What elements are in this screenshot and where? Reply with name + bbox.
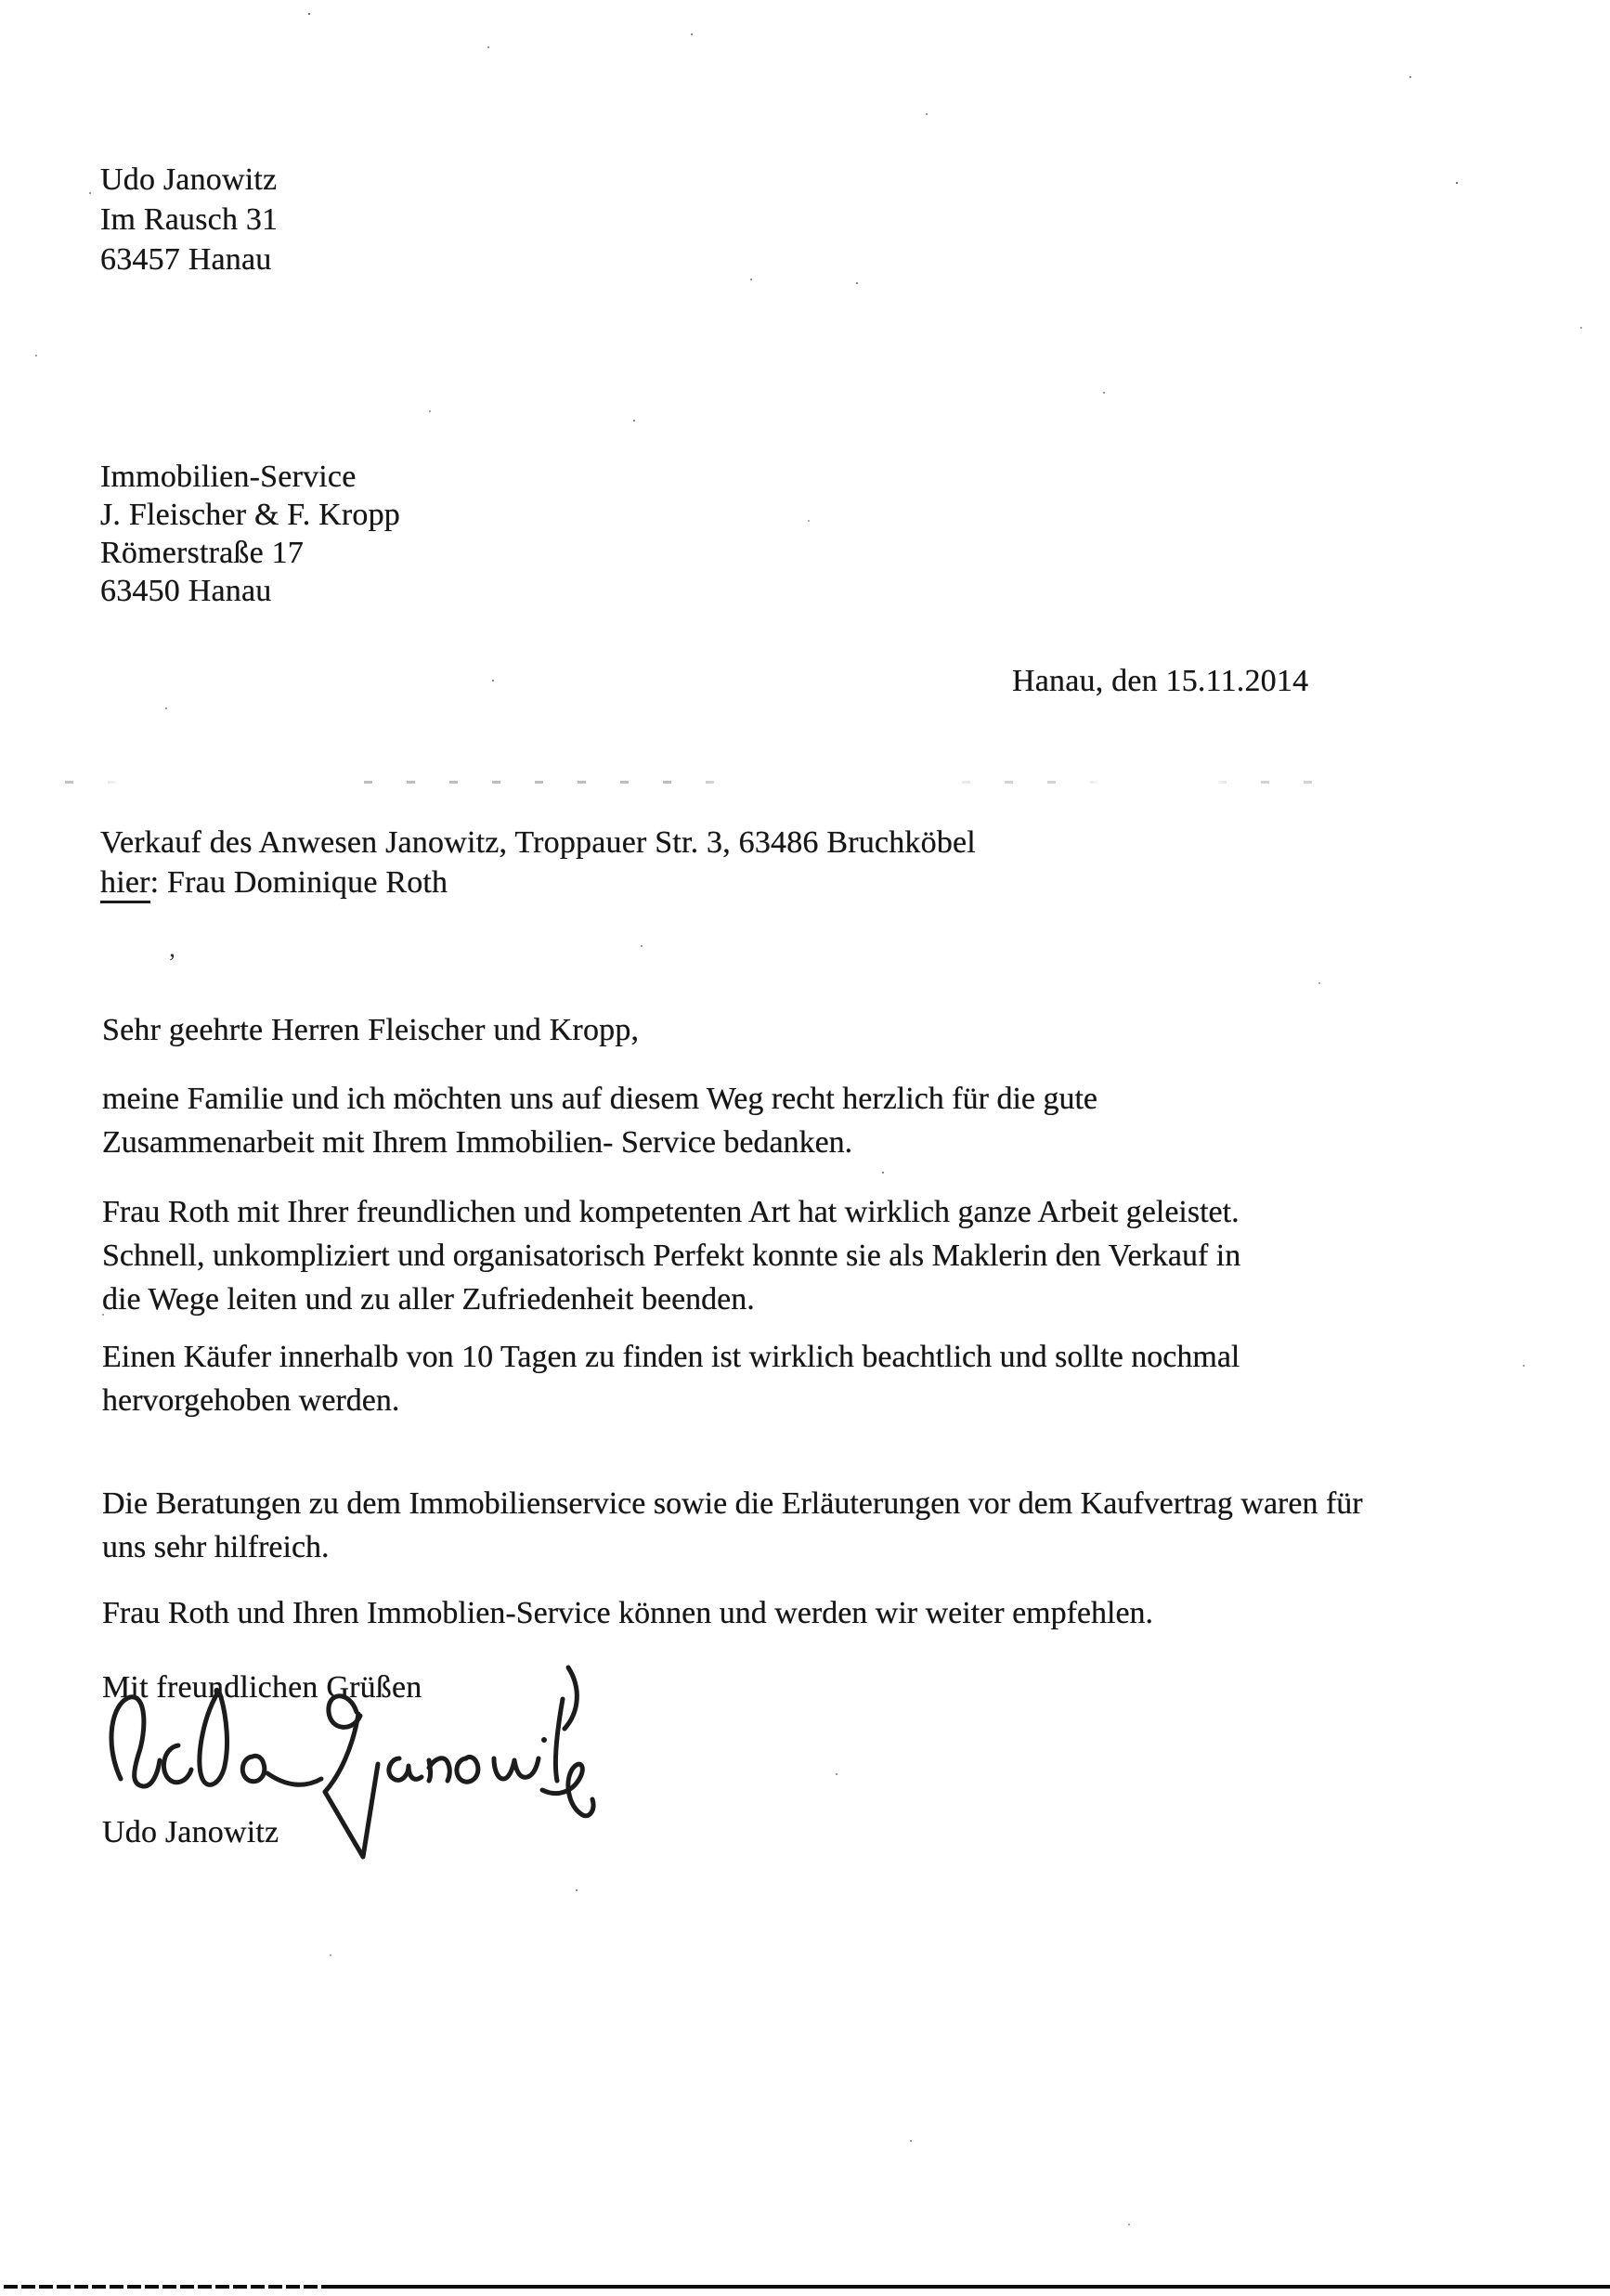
paragraph-line: hervorgehoben werden.: [102, 1383, 400, 1418]
recipient-company: Immobilien-Service: [100, 460, 357, 494]
body-paragraph-2: [102, 1190, 1240, 1321]
stray-mark: ʼ: [168, 949, 176, 976]
sender-name: Udo Janowitz: [100, 162, 278, 197]
subject-line-2-rest: : Frau Dominique Roth: [149, 865, 448, 900]
recipient-address-block: [100, 458, 400, 610]
body-paragraph-5: [102, 1591, 1153, 1635]
signature-printed-name: Udo Janowitz: [102, 1815, 279, 1849]
paragraph-line: Schnell, unkompliziert und organisatorisch Perfekt konnte sie als Maklerin den Verkauf in: [102, 1239, 1241, 1273]
recipient-street: Römerstraße 17: [100, 536, 305, 570]
paragraph-line: Frau Roth mit Ihrer freundlichen und kompetenten Art hat wirklich ganze Arbeit geleistet.: [102, 1195, 1240, 1229]
recipient-city: 63450 Hanau: [100, 574, 272, 608]
paragraph-line: Die Beratungen zu dem Immobilienservice sowie die Erläuterungen vor dem Kaufvertrag waren für: [102, 1486, 1363, 1521]
paragraph-line: meine Familie und ich möchten uns auf diesem Weg recht herzlich für die gute: [102, 1082, 1098, 1116]
body-paragraph-3: [102, 1335, 1240, 1422]
subject-hier-underlined: hier: [100, 865, 150, 903]
subject-line-1: Verkauf des Anwesen Janowitz, Troppauer Str. 3, 63486 Bruchköbel: [100, 825, 976, 860]
closing-formula: Mit freundlichen Grüßen: [102, 1670, 422, 1705]
sender-address-block: [100, 160, 278, 279]
subject-block: [100, 823, 976, 902]
scan-fold-artifact: [65, 781, 1430, 784]
paragraph-line: Einen Käufer innerhalb von 10 Tagen zu finden ist wirklich beachtlich und sollte nochmal: [102, 1340, 1240, 1374]
recipient-names: J. Fleischer & F. Kropp: [100, 498, 400, 532]
paragraph-line: Zusammenarbeit mit Ihrem Immobilien- Service bedanken.: [102, 1125, 853, 1160]
paragraph-line: die Wege leiten und zu aller Zufriedenheit beenden.: [102, 1282, 755, 1317]
scan-speckles: [0, 0, 2, 2]
paragraph-line: uns sehr hilfreich.: [102, 1530, 330, 1564]
date-line: Hanau, den 15.11.2014: [1012, 664, 1309, 698]
bottom-scan-line-artifact: [0, 2285, 1610, 2289]
sender-city: 63457 Hanau: [100, 242, 272, 277]
paragraph-line: Frau Roth und Ihren Immoblien-Service können und werden wir weiter empfehlen.: [102, 1596, 1154, 1630]
body-paragraph-4: [102, 1482, 1363, 1569]
body-paragraph-1: [102, 1077, 1097, 1164]
salutation: Sehr geehrte Herren Fleischer und Kropp,: [102, 1013, 640, 1047]
sender-street: Im Rausch 31: [100, 202, 279, 237]
subject-line-2: [100, 863, 976, 902]
